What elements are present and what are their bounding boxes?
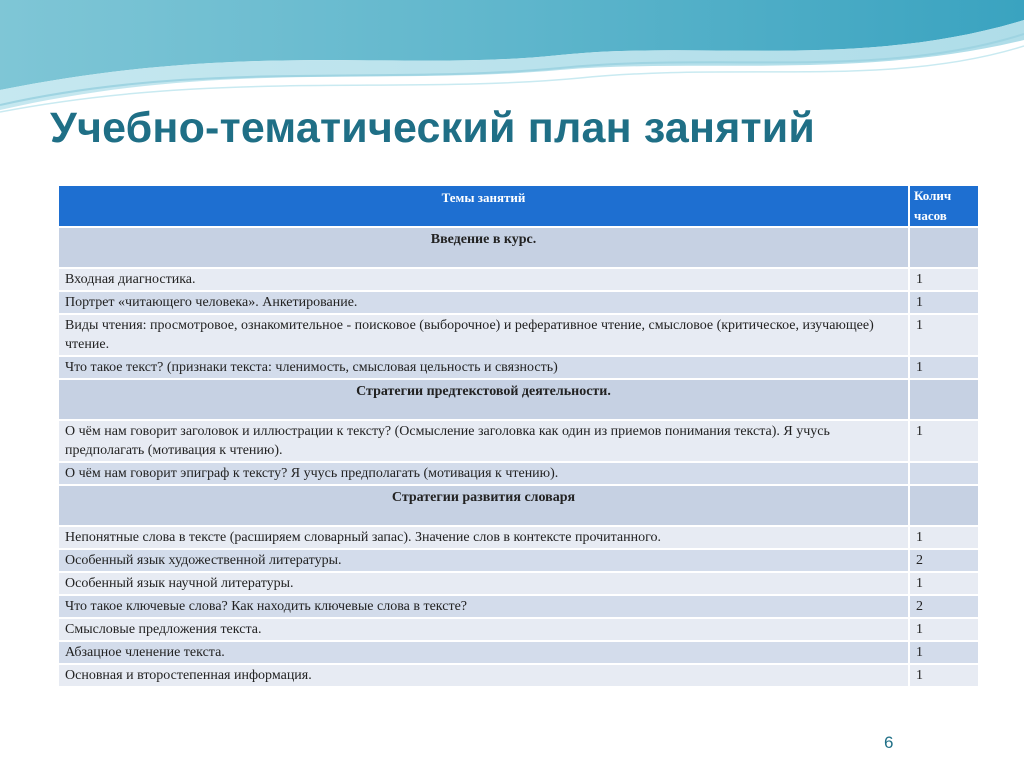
header-topics: Темы занятий: [58, 185, 909, 227]
section-title: Введение в курс.: [58, 227, 909, 268]
hours-cell: [909, 379, 979, 420]
section-title: Стратегии предтекстовой деятельности.: [58, 379, 909, 420]
table-row: [58, 618, 979, 641]
table-row: [58, 664, 979, 687]
table-row: [58, 595, 979, 618]
hours-cell: 1: [909, 420, 979, 462]
hours-cell: [909, 227, 979, 268]
topic-cell: О чём нам говорит заголовок и иллюстрации к тексту? (Осмысление заголовка как один из приемов понимания текста). Я учусь предполагать (мотивация к чтению).: [58, 420, 909, 462]
topic-cell: Основная и второстепенная информация.: [58, 664, 909, 687]
table-row: [58, 526, 979, 549]
table-body: [58, 227, 979, 687]
table-row: [58, 462, 979, 485]
hours-cell: 1: [909, 356, 979, 379]
table-row: [58, 641, 979, 664]
topic-cell: О чём нам говорит эпиграф к тексту? Я учусь предполагать (мотивация к чтению).: [58, 462, 909, 485]
hours-cell: 1: [909, 641, 979, 664]
section-row: [58, 485, 979, 526]
hours-cell: [909, 462, 979, 485]
topic-cell: Абзацное членение текста.: [58, 641, 909, 664]
section-row: [58, 379, 979, 420]
hours-cell: 2: [909, 595, 979, 618]
topic-cell: Что такое текст? (признаки текста: членимость, смысловая цельность и связность): [58, 356, 909, 379]
header-hours: Колич часов: [909, 185, 979, 227]
table-header-row: [58, 185, 979, 227]
table-row: [58, 549, 979, 572]
hours-cell: 1: [909, 664, 979, 687]
topic-cell: Входная диагностика.: [58, 268, 909, 291]
table-row: [58, 356, 979, 379]
section-title: Стратегии развития словаря: [58, 485, 909, 526]
hours-cell: 1: [909, 572, 979, 595]
table-row: [58, 291, 979, 314]
section-row: [58, 227, 979, 268]
hours-cell: [909, 485, 979, 526]
topic-cell: Особенный язык научной литературы.: [58, 572, 909, 595]
hours-cell: 1: [909, 526, 979, 549]
page-number: 6: [884, 733, 894, 752]
hours-cell: 1: [909, 314, 979, 356]
table-row: [58, 268, 979, 291]
topic-cell: Портрет «читающего человека». Анкетирование.: [58, 291, 909, 314]
table-row: [58, 572, 979, 595]
topic-cell: Виды чтения: просмотровое, ознакомительное - поисковое (выборочное) и реферативное чтение, смысловое (критическое, изучающее) чтение.: [58, 314, 909, 356]
topic-cell: Смысловые предложения текста.: [58, 618, 909, 641]
topic-cell: Особенный язык художественной литературы.: [58, 549, 909, 572]
hours-cell: 1: [909, 291, 979, 314]
hours-cell: 1: [909, 268, 979, 291]
topic-cell: Непонятные слова в тексте (расширяем словарный запас). Значение слов в контексте прочитанного.: [58, 526, 909, 549]
lesson-plan-table: [57, 184, 980, 688]
page-title: Учебно-тематический план занятий: [50, 104, 816, 152]
table-row: [58, 420, 979, 462]
topic-cell: Что такое ключевые слова? Как находить ключевые слова в тексте?: [58, 595, 909, 618]
table-row: [58, 314, 979, 356]
hours-cell: 2: [909, 549, 979, 572]
hours-cell: 1: [909, 618, 979, 641]
